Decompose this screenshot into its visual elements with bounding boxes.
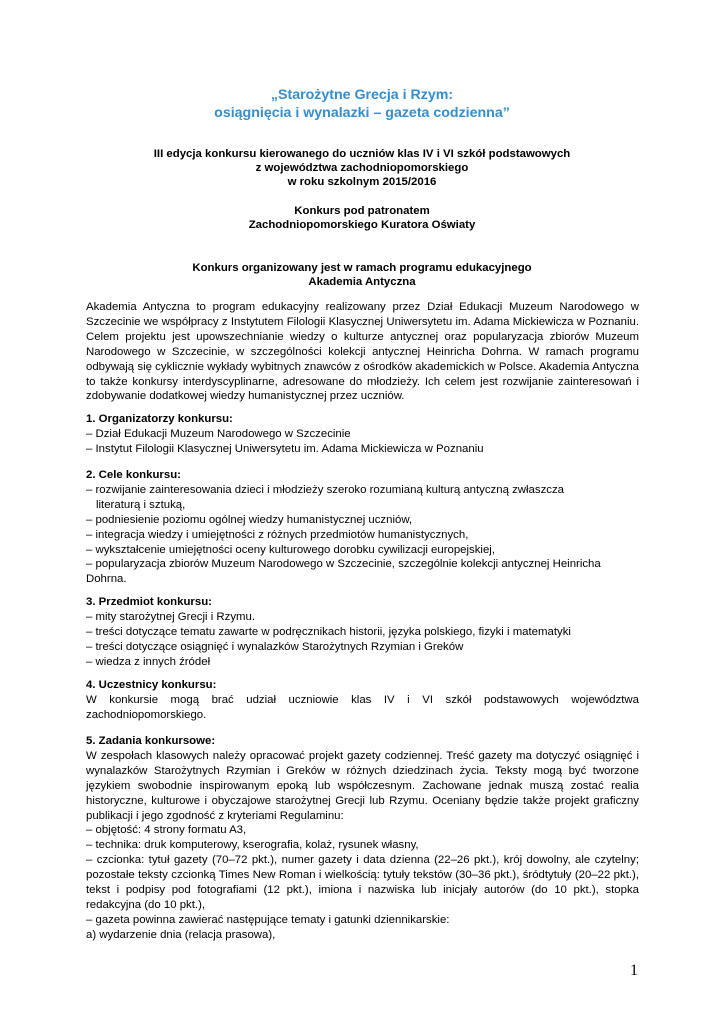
patronage-line: Zachodniopomorskiego Kuratora Oświaty [248, 219, 476, 232]
section-goals [86, 468, 639, 587]
list-item: – podniesienie poziomu ogólnej wiedzy humanistycznej uczniów, [86, 513, 413, 526]
list-item: literaturą i sztuką, [96, 498, 186, 511]
list-item: – popularyzacja zbiorów Muzeum Narodowego w Szczecinie, szczególnie kolekcji antycznej Heinricha Dohrna. [86, 558, 601, 586]
section-organizers [86, 412, 639, 457]
program-line: Akademia Antyczna [308, 276, 416, 289]
title-line-2: osiągnięcia i wynalazki – gazeta codzienna” [214, 105, 510, 121]
intro-line: z województwa zachodniopomorskiego [255, 162, 469, 175]
program-block [86, 261, 638, 289]
patronage-block [86, 204, 638, 232]
list-item: – wiedza z innych źródeł [86, 655, 211, 668]
description-paragraph: Akademia Antyczna to program edukacyjny realizowany przez Dział Edukacji Muzeum Narodowego w Szczecinie we współpracy z Instytutem Filologii Klasycznej Uniwersytetu im. Adama Mickiewicza w Poznaniu. Celem projektu jest upowszechnianie wiedzy o kulturze antycznej oraz popularyzacja zbiorów Muzeum Narodowego w Szczecinie, w szczególności kolekcji antycznej Heinricha Dohrna. W ramach programu odbywają się cyklicznie wykłady wybitnych znawców z ośrodków akademickich w Polsce. Akademia Antyczna to także konkursy interdyscyplinarne, adresowane do młodzieży. Ich celem jest rozwijanie zainteresowań i zdobywanie dodatkowej wiedzy humanistycznej przez uczniów. [86, 301, 639, 403]
list-item: – Dział Edukacji Muzeum Narodowego w Szczecinie [86, 427, 351, 440]
section-tasks [86, 734, 639, 943]
list-item: – wykształcenie umiejętności oceny kulturowego dorobku cywilizacji europejskiej, [86, 543, 495, 556]
list-item: – mity starożytnej Grecji i Rzymu. [86, 610, 255, 623]
program-line: Konkurs organizowany jest w ramach programu edukacyjnego [192, 262, 532, 274]
list-item: – czcionka: tytuł gazety (70–72 pkt.), numer gazety i data dzienna (22–26 pkt.), krój dowolny, ale czytelny; pozostałe teksty czcionką Times New Roman i wielkością: tytuły tekstów (30–36 pkt.), śródtytuły (20–22 pkt.), tekst i podpisy pod fotografiami (12 pkt.), imiona i nazwiska lub inicjały autorów (do 10 pkt.), stopka redakcyjna (do 10 pkt.), [86, 854, 639, 911]
section-heading: 1. Organizatorzy konkursu: [86, 413, 233, 425]
list-item: – rozwijanie zainteresowania dzieci i młodzieży szeroko rozumianą kulturą antyczną zwłaszcza [86, 483, 564, 496]
document-title [86, 86, 638, 122]
page-number: 1 [630, 962, 638, 979]
section-participants [86, 678, 639, 723]
patronage-line: Konkurs pod patronatem [294, 205, 430, 217]
section-heading: 2. Cele konkursu: [86, 469, 181, 481]
section-subject [86, 595, 639, 670]
section-text: W konkursie mogą brać udział uczniowie klas IV i VI szkół podstawowych województwa zachodniopomorskiego. [86, 693, 639, 721]
intro-line: III edycja konkursu kierowanego do uczniów klas IV i VI szkół podstawowych [153, 148, 571, 160]
list-item: – gazeta powinna zawierać następujące tematy i gatunki dziennikarskie: [86, 913, 450, 926]
list-item: – treści dotyczące tematu zawarte w podręcznikach historii, języka polskiego, fizyki i matematyki [86, 625, 571, 638]
list-item: – integracja wiedzy i umiejętności z różnych przedmiotów humanistycznych, [86, 528, 469, 541]
title-line-1: „Starożytne Grecja i Rzym: [270, 87, 454, 103]
section-heading: 5. Zadania konkursowe: [86, 735, 216, 747]
section-heading: 3. Przedmiot konkursu: [86, 596, 212, 608]
section-text: W zespołach klasowych należy opracować projekt gazety codziennej. Treść gazety ma dotyczyć osiągnięć i wynalazków Starożytnych Rzymian i Greków w różnych dziedzinach życia. Teksty mogą być tworzone językiem swobodnie inspirowanym epoką lub współczesnym. Zachowane jednak muszą zostać realia historyczne, kulturowe i obyczajowe starożytnej Grecji lub Rzymu. Oceniany będzie także projekt graficzny publikacji i jego zgodność z kryteriami Regulaminu: [86, 749, 639, 822]
list-item: – Instytut Filologii Klasycznej Uniwersytetu im. Adama Mickiewicza w Poznaniu [86, 442, 484, 455]
list-item: – objętość: 4 strony formatu A3, [86, 824, 247, 837]
section-heading: 4. Uczestnicy konkursu: [86, 679, 217, 691]
list-item: a) wydarzenie dnia (relacja prasowa), [86, 928, 276, 941]
list-item: – treści dotyczące osiągnięć i wynalazków Starożytnych Rzymian i Greków [86, 640, 464, 653]
list-item: – technika: druk komputerowy, kserografia, kolaż, rysunek własny, [86, 839, 419, 852]
intro-line: w roku szkolnym 2015/2016 [287, 176, 437, 189]
intro-block [86, 147, 638, 190]
